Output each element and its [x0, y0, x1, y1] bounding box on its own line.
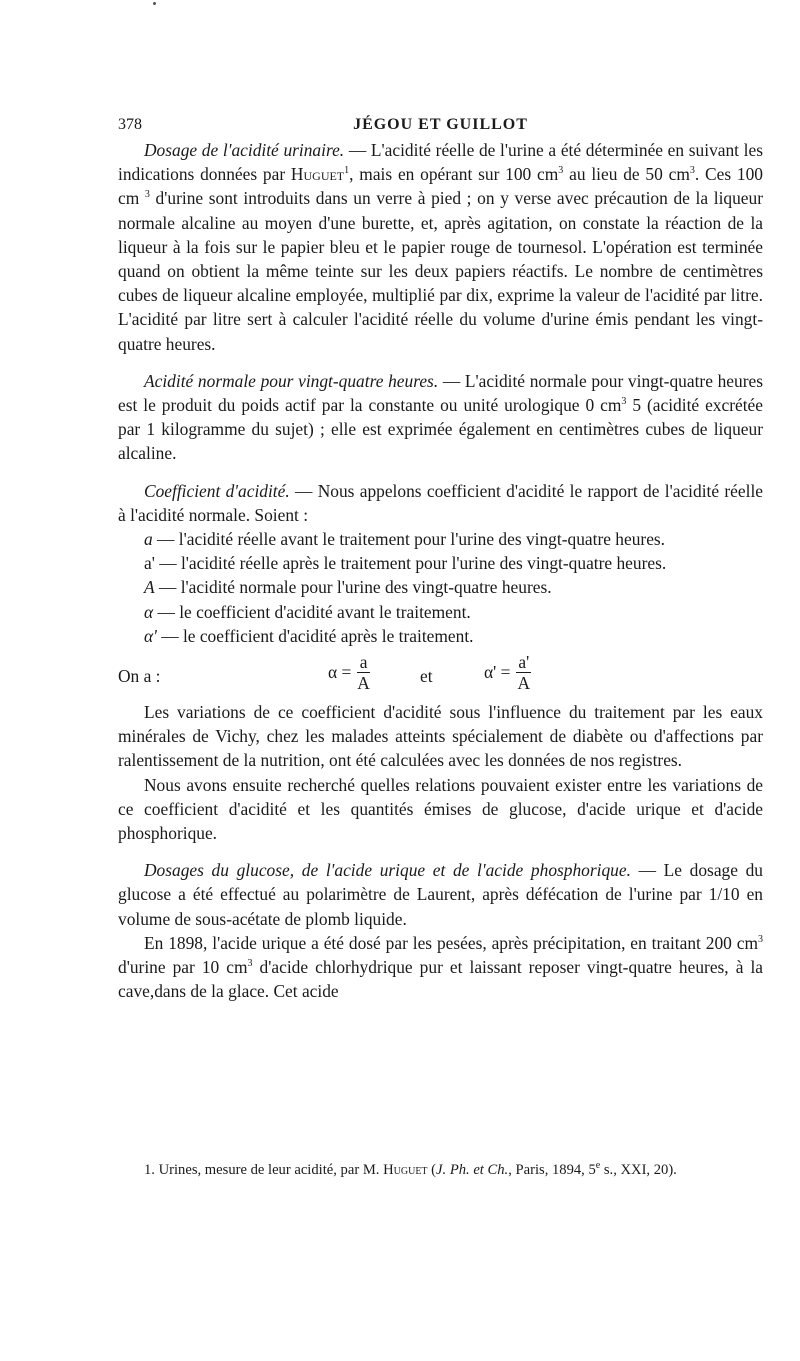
formula-alpha-prime: α' = $\frac{a'}{A}$ — [484, 652, 531, 694]
paragraph-acide-urique: En 1898, l'acide urique a été dosé par les pesées, après précipitation, en traitant 200 $cm^3$ d'urine par 10 $cm^3$ d'acide chlorhydrique pur et laissant reposer vingt-quatre heures, à la cave,dans de la glace. Cet acide — [118, 932, 763, 1002]
definition-item: α' — le coefficient d'acidité après le traitement. — [144, 625, 474, 646]
paragraph-dosages: Dosages du glucose, de l'acide urique et de l'acide phosphorique. — Le dosage du glucose a été effectué au polarimètre de Laurent, après défécation de l'urine par 1/10 en volume de sous-acétate de plomb liquide. — [118, 860, 764, 929]
footnote-ref: 1 — [344, 165, 350, 177]
page-number: 378 — [118, 116, 142, 133]
symbol: A — [144, 577, 155, 598]
section-title: Acidité normale pour vingt-quatre heures. — [144, 370, 439, 391]
formula-block — [118, 652, 763, 696]
journal-title: J. Ph. et Ch. — [436, 1162, 509, 1178]
section-title: Dosage de l'acidité urinaire. — [144, 140, 345, 160]
definition-item: a' — l'acidité réelle après le traitement pour l'urine des vingt-quatre heures. — [144, 553, 667, 574]
author-name: Huguet — [290, 164, 345, 185]
symbol: a' — [144, 553, 155, 574]
paragraph-coefficient: Coefficient d'acidité. — Nous appelons coefficient d'acidité le rapport de l'acidité réelle à l'acidité normale. Soient : — [118, 480, 763, 525]
formula-conjunction: et — [420, 666, 433, 687]
page-body — [118, 112, 763, 1004]
symbol: α — [144, 601, 154, 622]
symbol: α' — [144, 625, 157, 646]
symbol: a — [144, 529, 153, 550]
footnote-text: 1. Urines, mesure de leur acidité, par M. Huguet (J. Ph. et Ch., Paris, 1894, 5e s., XXI, 20). — [144, 1160, 677, 1178]
section-title: Dosages du glucose, de l'acide urique et de l'acide phosphorique. — [144, 860, 631, 881]
fraction: $\frac{a}{A}$ — [357, 652, 370, 694]
footnote — [118, 1160, 763, 1180]
paragraph-variations: Les variations de ce coefficient d'acidité sous l'influence du traitement par les eaux minérales de Vichy, chez les malades atteints spécialement de diabète ou d'affections par ralentissement de la nutrition, ont été calculées avec les données de nos registres. — [118, 702, 763, 771]
formula-alpha: α = $\frac{a}{A}$ — [328, 652, 370, 694]
footnote-number: 1. — [144, 1162, 155, 1178]
author-name: Huguet — [383, 1162, 428, 1178]
speck-mark — [153, 2, 156, 5]
paragraph-acidite-normale: Acidité normale pour vingt-quatre heures. — L'acidité normale pour vingt-quatre heures est le produit du poids actif par la constante ou unité urologique 0 $cm^3$ 5 (acidité excrétée par 1 kilogramme du sujet) ; elle est exprimée également en centimètres cubes de liqueur alcaline. — [118, 370, 763, 464]
definition-item: α — le coefficient d'acidité avant le traitement. — [144, 601, 471, 622]
main-text — [118, 138, 763, 1004]
paragraph-relations: Nous avons ensuite recherché quelles relations pouvaient exister entre les variations de ce coefficient d'acidité et les quantités émises de glucose, d'acide urique et d'acide phosphorique. — [118, 774, 763, 844]
section-title: Coefficient d'acidité. — [144, 480, 290, 501]
running-title: JÉGOU ET GUILLOT — [353, 116, 528, 133]
fraction: $\frac{a'}{A}$ — [517, 652, 531, 694]
formula-lead: On a : — [118, 666, 161, 687]
definition-item: A — l'acidité normale pour l'urine des vingt-quatre heures. — [144, 577, 552, 598]
paragraph-dosage-acidite: Dosage de l'acidité urinaire. — L'acidité réelle de l'urine a été déterminée en suivant les indications données par Huguet$^1$, mais en opérant sur 100 $cm^3$ au lieu de 50 $cm^3$. Ces 100 cm $^3$ d'urine sont introduits dans un verre à pied ; on y verse avec précaution de la liqueur normale alcaline au moyen d'une burette, et, après agitation, on constate la réaction de la liqueur à la fois sur le papier bleu et le papier rouge de tournesol. L'opération est terminée quand on obtient la même teinte sur les deux papiers réactifs. Le nombre de centimètres cubes de liqueur alcaline employée, multiplié par dix, exprime la valeur de l'acidité par litre. L'acidité par litre sert à calculer l'acidité réelle du volume d'urine émis pendant les vingt-quatre heures. — [118, 140, 763, 354]
definition-item: a — l'acidité réelle avant le traitement pour l'urine des vingt-quatre heures. — [144, 529, 666, 550]
running-header — [118, 112, 763, 138]
